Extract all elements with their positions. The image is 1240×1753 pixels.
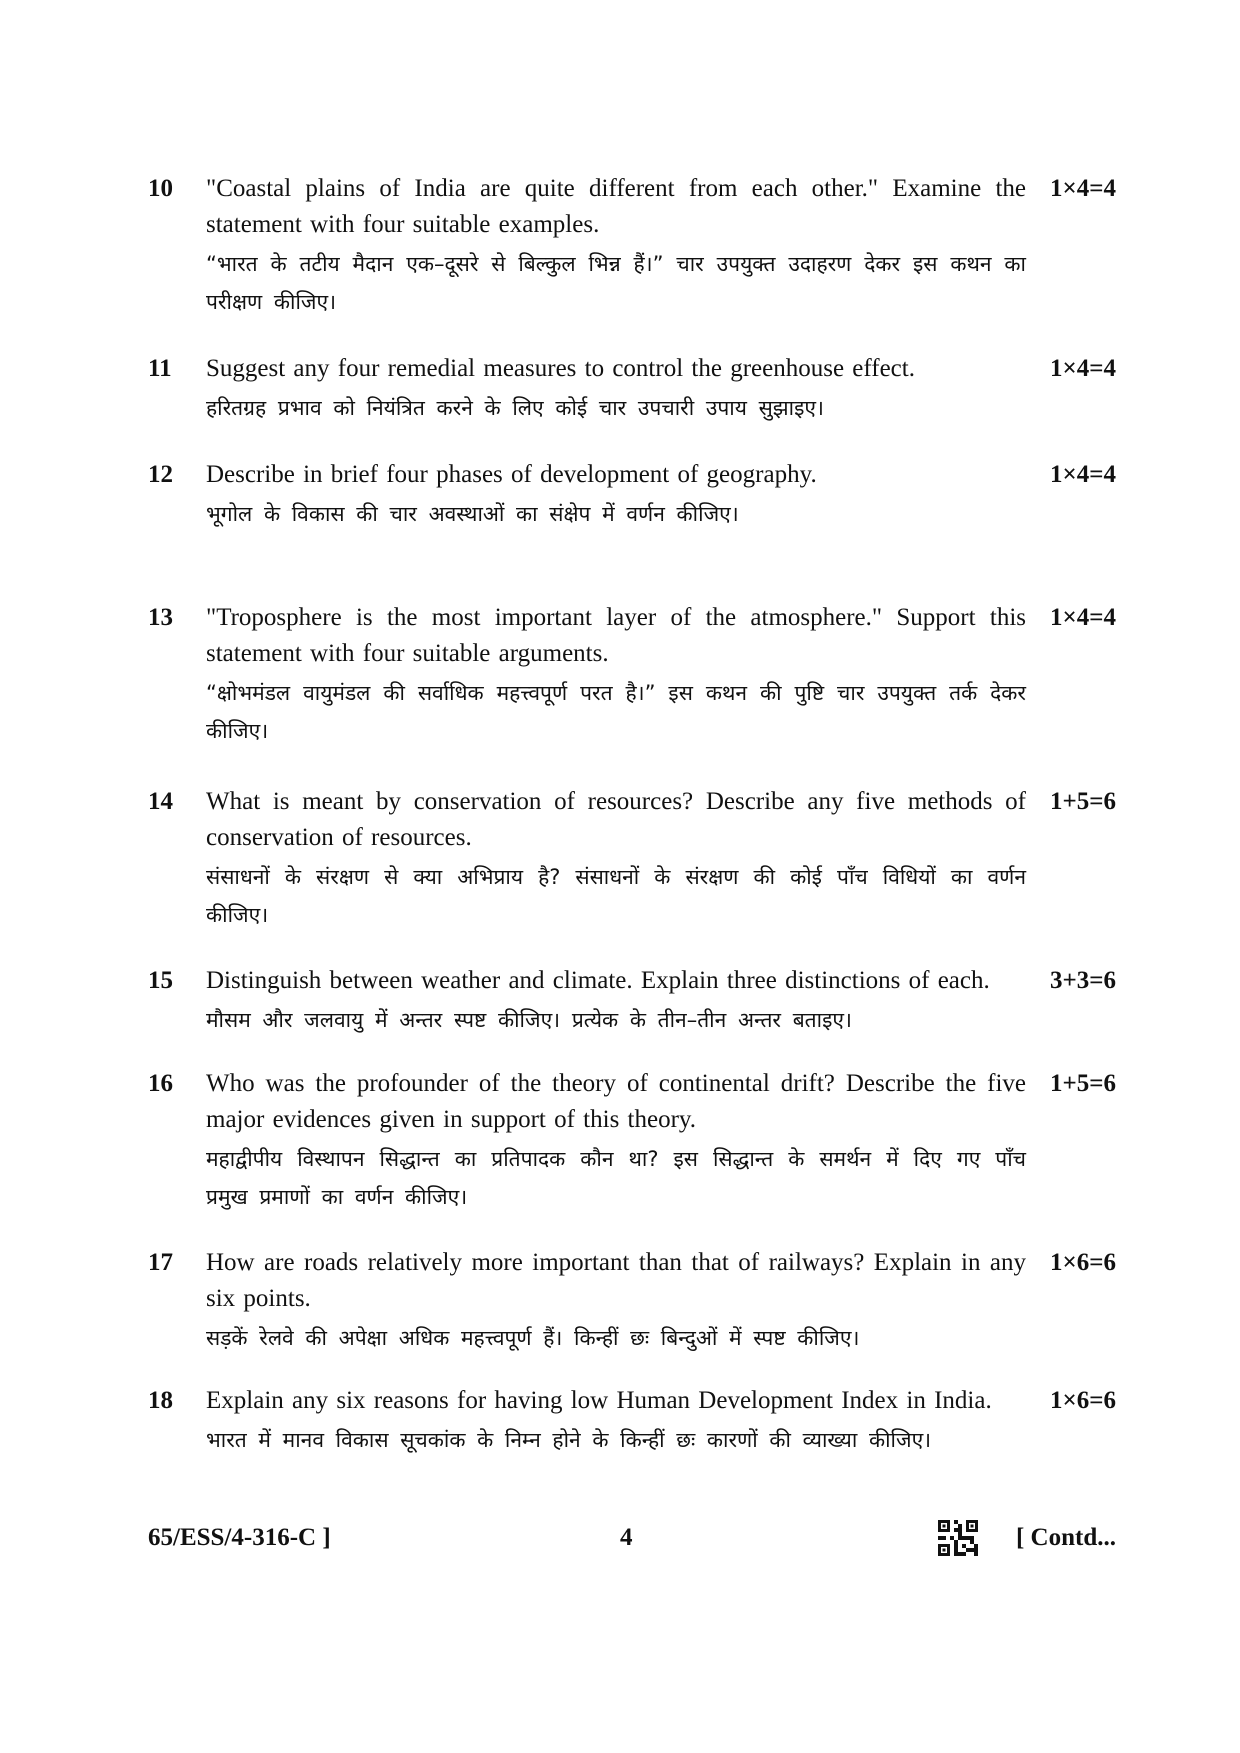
question-number: 14 bbox=[148, 788, 173, 815]
question-text-english: What is meant by conservation of resources? Describe any five methods of conservation of resources. bbox=[206, 788, 1026, 851]
question-text-hindi: भूगोल के विकास की चार अवस्थाओं का संक्षेप में वर्णन कीजिए। bbox=[206, 502, 739, 526]
question-text-hindi: “भारत के तटीय मैदान एक–दूसरे से बिल्कुल भिन्न हैं।” चार उपयुक्त उदाहरण देकर इस कथन का परीक्षण कीजिए। bbox=[206, 252, 1026, 314]
question-body bbox=[206, 351, 1026, 427]
question-marks: 1+5=6 bbox=[1050, 1070, 1116, 1097]
qr-code-icon bbox=[938, 1520, 978, 1556]
paper-code: 65/ESS/4-316-C ] bbox=[148, 1524, 331, 1551]
question-marks: 1×4=4 bbox=[1050, 461, 1116, 488]
question-text-hindi: सड़कें रेलवे की अपेक्षा अधिक महत्त्वपूर्ण हैं। किन्हीं छः बिन्दुओं में स्पष्ट कीजिए। bbox=[206, 1326, 860, 1350]
question-text-hindi: महाद्वीपीय विस्थापन सिद्धान्त का प्रतिपादक कौन था? इस सिद्धान्त के समर्थन में दिए गए पाँच प्रमुख प्रमाणों का वर्णन कीजिए। bbox=[206, 1147, 1026, 1209]
question-text-english: Who was the profounder of the theory of continental drift? Describe the five major evidences given in support of this theory. bbox=[206, 1070, 1026, 1133]
question-number: 13 bbox=[148, 604, 173, 631]
question-body bbox=[206, 600, 1026, 750]
question-body bbox=[206, 457, 1026, 533]
question-body bbox=[206, 1383, 1026, 1459]
question-marks: 3+3=6 bbox=[1050, 967, 1116, 994]
question-text-english: Distinguish between weather and climate. Explain three distinctions of each. bbox=[206, 967, 990, 994]
question-marks: 1×6=6 bbox=[1050, 1387, 1116, 1414]
question-text-hindi: मौसम और जलवायु में अन्तर स्पष्ट कीजिए। प्रत्येक के तीन–तीन अन्तर बताइए। bbox=[206, 1008, 852, 1032]
question-text-english: Suggest any four remedial measures to control the greenhouse effect. bbox=[206, 355, 915, 382]
question-body bbox=[206, 784, 1026, 934]
question-text-hindi: संसाधनों के संरक्षण से क्या अभिप्राय है? संसाधनों के संरक्षण की कोई पाँच विधियों का वर्णन कीजिए। bbox=[206, 865, 1026, 927]
question-text-english: "Troposphere is the most important layer of the atmosphere." Support this statement with four suitable arguments. bbox=[206, 604, 1026, 667]
question-number: 12 bbox=[148, 461, 173, 488]
question-body bbox=[206, 171, 1026, 321]
question-marks: 1×4=4 bbox=[1050, 175, 1116, 202]
question-text-english: How are roads relatively more important than that of railways? Explain in any six points. bbox=[206, 1249, 1026, 1312]
question-marks: 1+5=6 bbox=[1050, 788, 1116, 815]
question-marks: 1×6=6 bbox=[1050, 1249, 1116, 1276]
page-footer bbox=[0, 1518, 1240, 1558]
page-number: 4 bbox=[620, 1524, 633, 1551]
question-number: 11 bbox=[148, 355, 172, 382]
question-body bbox=[206, 1245, 1026, 1357]
question-number: 16 bbox=[148, 1070, 173, 1097]
question-marks: 1×4=4 bbox=[1050, 355, 1116, 382]
question-text-hindi: हरितग्रह प्रभाव को नियंत्रित करने के लिए कोई चार उपचारी उपाय सुझाइए। bbox=[206, 396, 824, 420]
question-number: 10 bbox=[148, 175, 173, 202]
question-body bbox=[206, 963, 1026, 1039]
question-text-english: "Coastal plains of India are quite different from each other." Examine the statement with four suitable examples. bbox=[206, 175, 1026, 238]
question-text-english: Describe in brief four phases of development of geography. bbox=[206, 461, 817, 488]
question-body bbox=[206, 1066, 1026, 1216]
question-text-english: Explain any six reasons for having low Human Development Index in India. bbox=[206, 1387, 992, 1414]
question-number: 17 bbox=[148, 1249, 173, 1276]
question-number: 18 bbox=[148, 1387, 173, 1414]
continued-label: [ Contd... bbox=[1015, 1524, 1116, 1551]
question-text-hindi: “क्षोभमंडल वायुमंडल की सर्वाधिक महत्त्वपूर्ण परत है।” इस कथन की पुष्टि चार उपयुक्त तर्क देकर कीजिए। bbox=[206, 681, 1026, 743]
question-number: 15 bbox=[148, 967, 173, 994]
question-text-hindi: भारत में मानव विकास सूचकांक के निम्न होने के किन्हीं छः कारणों की व्याख्या कीजिए। bbox=[206, 1428, 932, 1452]
question-marks: 1×4=4 bbox=[1050, 604, 1116, 631]
